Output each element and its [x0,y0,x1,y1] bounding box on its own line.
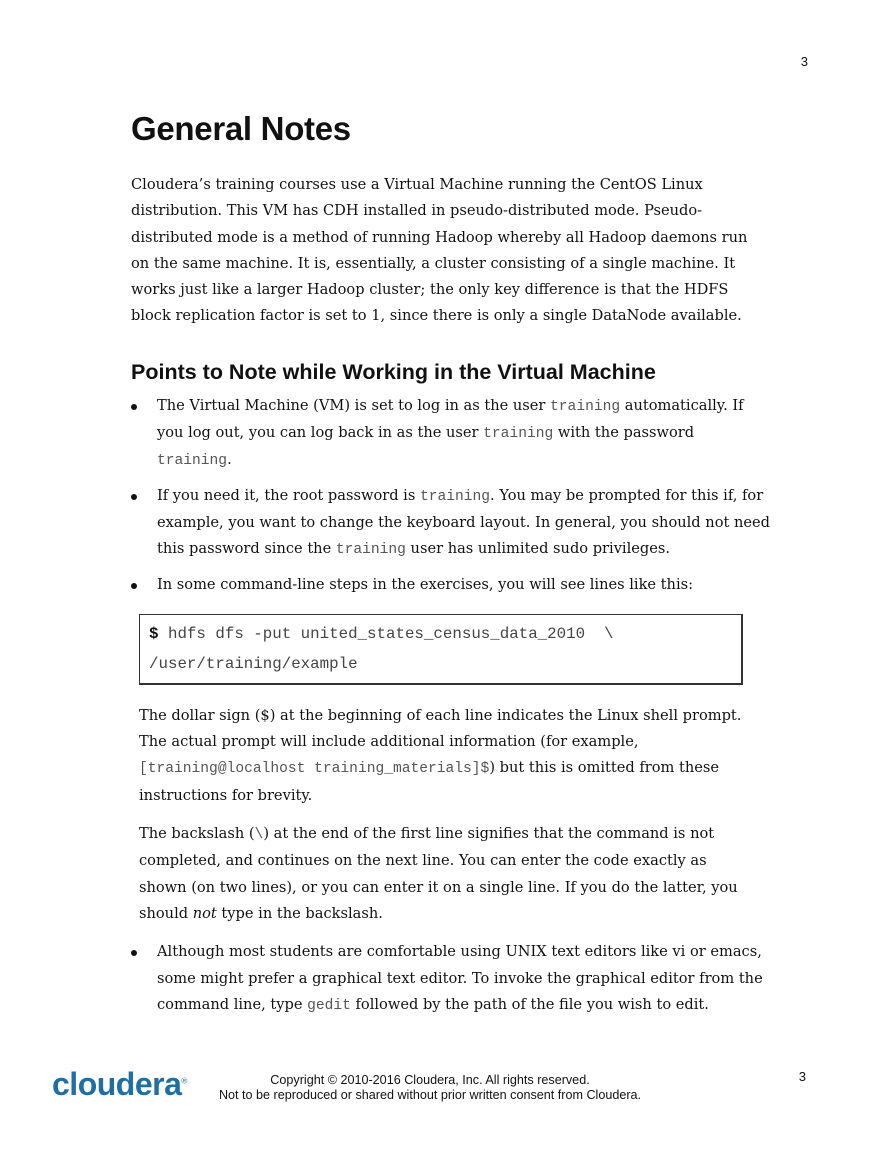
text: . You may be prompted for this if, for example, you want to change the keyboard layout. In general, you should not need this password since the [157,486,770,558]
code-block[interactable] [139,614,743,685]
text: If you need it, the root password is [157,486,420,504]
code-text: hdfs dfs -put united_states_census_data_2010 \ [158,624,614,643]
list-item-command-lines [131,572,771,598]
page-number-bottom: 3 [798,1069,806,1084]
text: In some command-line steps in the exercises, you will see lines like this: [157,575,694,593]
footer-notice [190,1073,670,1103]
inline-code: training [157,453,228,470]
copyright-line: Copyright © 2010-2016 Cloudera, Inc. All rights reserved. [270,1073,590,1087]
list-item-root-password [131,483,771,564]
inline-code: gedit [307,997,351,1014]
backslash-explanation [139,821,745,927]
inline-code: training [335,542,406,559]
reproduction-notice: Not to be reproduced or shared without prior written consent from Cloudera. [218,1088,642,1102]
text: with the password [553,424,695,442]
section-heading: Points to Note while Working in the Virtual Machine [131,359,656,384]
text: automatically. If you log out, you can log back in as the user [157,396,744,442]
text: user has unlimited sudo privileges. [405,540,671,558]
page-number-top: 3 [800,54,808,69]
bullet-icon [131,583,137,589]
text: Although most students are comfortable using UNIX text editors like vi or emacs, some might prefer a graphical text editor. To invoke the graphical editor from the command line, type [157,943,763,1013]
text: type in the backslash. [216,904,383,922]
text: ) but this is omitted from these instructions for brevity. [139,759,720,804]
list-item-text-editor [131,939,771,1019]
notes-list-continued [131,939,771,1019]
text: ) at the end of the first line signifies that the command is not completed, and continues on the next line. You can enter the code exactly as shown (on two lines), or you can enter it on a single line. If you do the latter, you should [139,825,738,922]
shell-prompt: $ [149,624,159,643]
text: The Virtual Machine (VM) is set to log in as the user [157,396,551,414]
text: The dollar sign ($) at the beginning of each line indicates the Linux shell prompt. The actual prompt will include additional information (for example, [139,706,742,751]
emphasis: not [192,904,217,922]
intro-paragraph: Cloudera’s training courses use a Virtual Machine running the CentOS Linux distribution. This VM has CDH installed in pseudo-distributed mode. Pseudo-distributed mode is a method of running Hadoop whereby all Hadoop daemons run on the same machine. It is, essentially, a cluster consisting of a single machine. It works just like a larger Hadoop cluster; the only key difference is that the HDFS block replication factor is set to 1, since there is only a single DataNode available. [131,176,748,325]
document-body [131,106,771,1027]
page-title: General Notes [131,110,351,147]
text: . [227,451,232,469]
prompt-explanation [139,703,745,809]
bullet-icon [131,494,137,500]
registered-mark: ® [181,1076,187,1086]
list-item-vm-login [131,393,771,475]
bullet-icon [131,950,137,956]
text: The backslash ( [139,825,255,843]
text: followed by the path of the file you wish to edit. [350,995,709,1013]
cloudera-logo [52,1066,187,1103]
notes-list [131,393,771,598]
code-line-1 [149,619,732,649]
inline-code: training [419,488,491,505]
logo-text: cloudera [52,1066,182,1102]
inline-code: [training@localhost training_materials]$ [139,761,490,778]
bullet-icon [131,404,137,410]
inline-code: training [550,398,621,415]
code-line-2: /user/training/example [149,654,358,673]
inline-code: training [483,426,554,443]
inline-code: \ [254,827,264,844]
